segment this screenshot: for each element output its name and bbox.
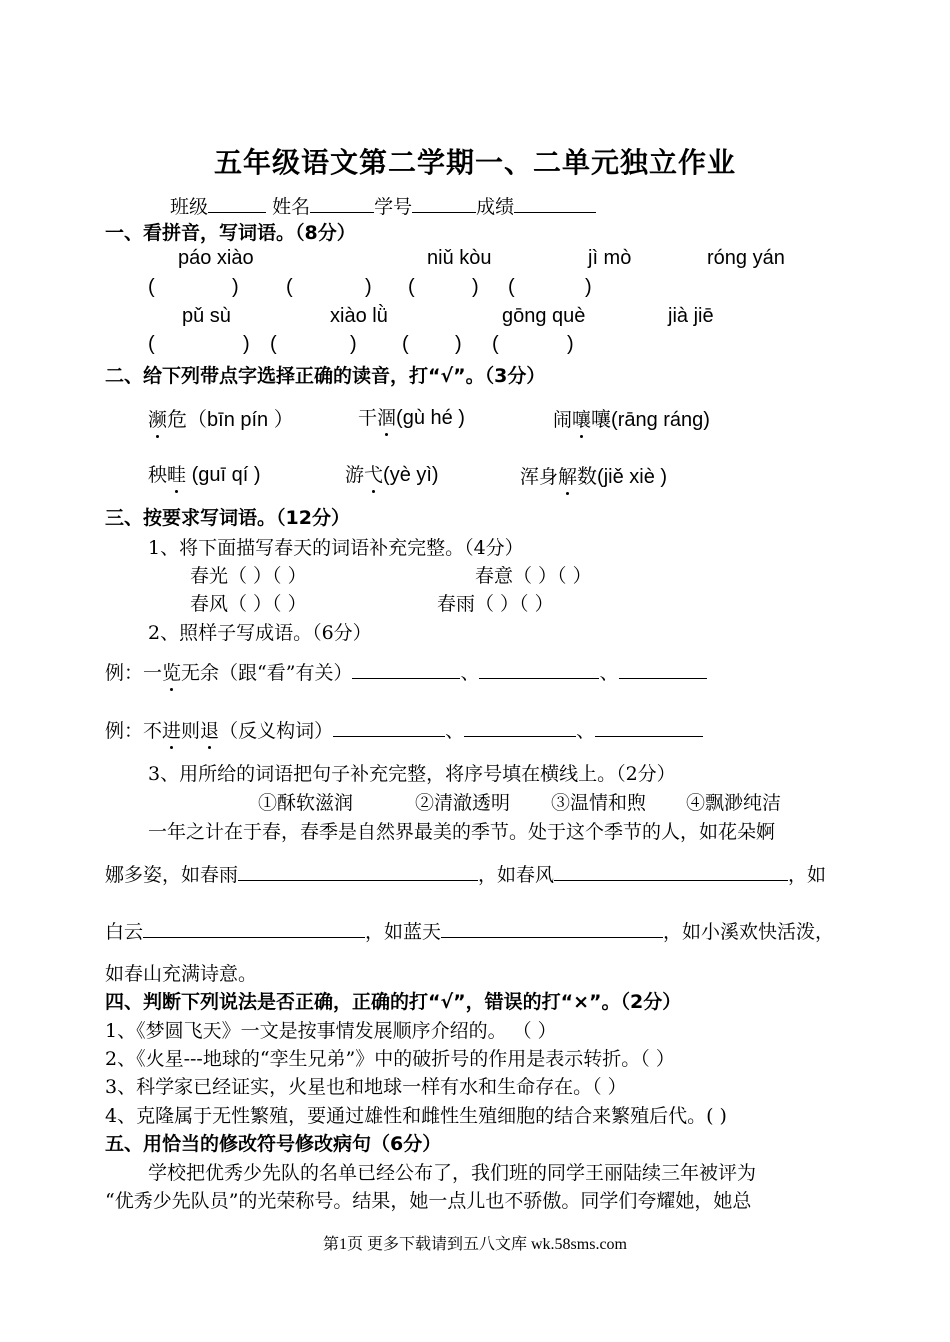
option-item: ④飘渺纯洁 — [686, 792, 782, 814]
pinyin-item: niǔ kòu — [427, 247, 492, 269]
option-item: ②清澈透明 — [415, 792, 511, 814]
paragraph-line: 一年之计在于春，春季是自然界最美的季节。处于这个季节的人，如花朵婀 — [148, 821, 776, 843]
dotted-char: 弋 — [364, 460, 383, 487]
answer-line[interactable] — [333, 716, 445, 737]
spring-word-item: 春光（ ）（ ） — [190, 565, 307, 587]
dotted-char: 濒 — [148, 405, 167, 432]
judge-item: 4、克隆属于无性繁殖，要通过雄性和雌性生殖细胞的结合来繁殖后代。( ) — [105, 1105, 727, 1127]
question-3-3: 3、用所给的词语把句子补充完整，将序号填在横线上。（2分） — [148, 763, 676, 785]
dotted-char: 解 — [558, 462, 577, 489]
number-label: 学号 — [374, 196, 413, 218]
class-label: 班级 — [170, 196, 209, 218]
answer-line[interactable] — [464, 716, 576, 737]
answer-paren-close: ) — [455, 333, 462, 355]
answer-paren-close: ) — [567, 333, 574, 355]
section-3-heading: 三、按要求写词语。（12分） — [105, 507, 350, 529]
paragraph-line: 如春山充满诗意。 — [105, 963, 258, 985]
dotted-char: 嚷 — [572, 405, 591, 432]
class-blank[interactable] — [208, 194, 266, 213]
reading-item: 浑身解数(jiě xiè ) — [520, 460, 667, 489]
judge-item: 3、科学家已经证实，火星也和地球一样有水和生命存在。（ ） — [105, 1076, 627, 1098]
answer-line[interactable] — [441, 917, 663, 938]
score-label: 成绩 — [476, 196, 515, 218]
section-2-heading: 二、给下列带点字选择正确的读音，打“√”。（3分） — [105, 365, 546, 387]
answer-paren-close: ) — [585, 276, 592, 298]
answer-paren-close: ) — [365, 276, 372, 298]
question-3-1: 1、将下面描写春天的词语补充完整。（4分） — [148, 537, 524, 559]
answer-paren-open: ( — [286, 276, 293, 298]
section-4-heading: 四、判断下列说法是否正确，正确的打“√”，错误的打“×”。（2分） — [105, 991, 682, 1013]
answer-paren-open: ( — [402, 333, 409, 355]
score-blank[interactable] — [514, 194, 596, 213]
reading-item: 秧畦 (guī qí ) — [148, 460, 261, 487]
judge-item: 1、《梦圆飞天》一文是按事情发展顺序介绍的。 （ ） — [105, 1020, 557, 1042]
answer-paren-open: ( — [408, 276, 415, 298]
dotted-char: 畦 — [167, 460, 186, 487]
answer-line[interactable] — [554, 860, 788, 881]
pinyin-item: róng yán — [707, 247, 785, 269]
paragraph-line: 白云 ，如蓝天 ，如小溪欢快活泼， — [105, 917, 834, 944]
answer-line[interactable] — [352, 658, 460, 679]
answer-paren-open: ( — [508, 276, 515, 298]
name-blank[interactable] — [310, 194, 374, 213]
judge-item: 2、《火星---地球的“孪生兄弟”》中的破折号的作用是表示转折。（ ） — [105, 1048, 675, 1070]
answer-paren-open: ( — [270, 333, 277, 355]
answer-paren-close: ) — [350, 333, 357, 355]
pinyin-item: gōng què — [502, 305, 586, 327]
answer-paren-close: ) — [472, 276, 479, 298]
answer-paren-open: ( — [148, 333, 155, 355]
answer-line[interactable] — [479, 658, 599, 679]
answer-line[interactable] — [619, 658, 707, 679]
idiom-example-1: 例：一览无余（跟“看”有关） 、 、 — [105, 658, 707, 685]
answer-paren-close: ) — [232, 276, 239, 298]
page-footer: 第1页 更多下载请到五八文库 wk.58sms.com — [322, 1236, 627, 1253]
pinyin-item: páo xiào — [178, 247, 254, 269]
spring-word-item: 春意（ ）（ ） — [475, 565, 592, 587]
section-1-heading: 一、看拼音，写词语。（8分） — [105, 222, 356, 244]
idiom-example-2: 例：不进则退（反义构词） 、 、 — [105, 716, 703, 743]
pinyin-item: xiào lǜ — [330, 305, 388, 327]
pinyin-item: pǔ sù — [182, 305, 231, 327]
reading-item: 濒危（bīn pín ） — [148, 403, 294, 432]
answer-line[interactable] — [595, 716, 703, 737]
pinyin-item: jì mò — [588, 247, 632, 269]
answer-paren-open: ( — [492, 333, 499, 355]
spring-word-item: 春雨（ ）（ ） — [437, 593, 554, 615]
paragraph-line: 娜多姿，如春雨 ，如春风 ，如 — [105, 860, 826, 887]
page-title: 五年级语文第二学期一、二单元独立作业 — [213, 146, 736, 179]
paragraph-line: “优秀少先队员”的光荣称号。结果，她一点儿也不骄傲。同学们夸耀她，她总 — [105, 1190, 752, 1212]
answer-paren-close: ) — [243, 333, 250, 355]
paragraph-line: 学校把优秀少先队的名单已经公布了，我们班的同学王丽陆续三年被评为 — [148, 1162, 757, 1184]
spring-word-item: 春风（ ）（ ） — [190, 593, 307, 615]
reading-item: 干涸(gù hé ) — [358, 403, 465, 430]
pinyin-item: jià jiē — [668, 305, 714, 327]
option-item: ③温情和煦 — [551, 792, 647, 814]
student-info-line — [170, 192, 596, 219]
option-item: ①酥软滋润 — [258, 792, 354, 814]
section-5-heading: 五、用恰当的修改符号修改病句（6分） — [105, 1133, 442, 1155]
answer-paren-open: ( — [148, 276, 155, 298]
number-blank[interactable] — [412, 194, 476, 213]
name-label: 姓名 — [272, 196, 311, 218]
question-3-2: 2、照样子写成语。（6分） — [148, 622, 372, 644]
answer-line[interactable] — [143, 917, 365, 938]
reading-item: 闹嚷嚷(rāng ráng) — [553, 403, 710, 432]
reading-item: 游弋(yè yì) — [345, 460, 439, 487]
dotted-char: 涸 — [377, 403, 396, 430]
answer-line[interactable] — [238, 860, 478, 881]
